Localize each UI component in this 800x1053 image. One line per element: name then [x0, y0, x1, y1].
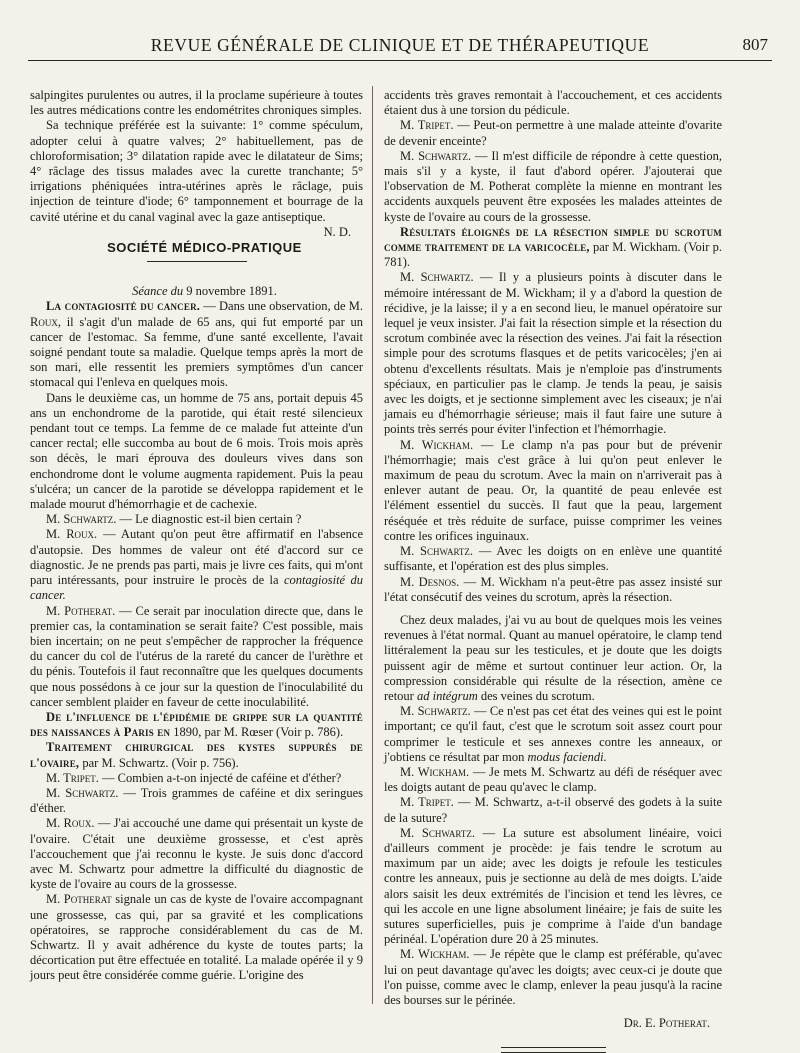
- paragraph: [384, 225, 722, 271]
- text: — Le diagnostic est-il bien certain ?: [116, 512, 302, 527]
- paragraph: [384, 704, 722, 765]
- text: — Dans une observation, de M.: [200, 299, 363, 314]
- paragraph: [384, 765, 722, 795]
- text: des veines du scrotum.: [477, 688, 595, 703]
- speaker-name: M. Potherat: [46, 892, 112, 907]
- page-number: 807: [742, 35, 768, 54]
- paragraph: [30, 740, 363, 770]
- text: — Peut-on permettre à une malade atteinte d'ovarite de devenir enceinte?: [384, 118, 723, 148]
- paragraph: [384, 575, 722, 605]
- paragraph: [384, 438, 722, 544]
- italic-text: modus faciendi.: [527, 749, 607, 764]
- speaker-name: M. Schwartz.: [400, 148, 472, 163]
- italic-text: contagiosité du cancer.: [30, 573, 363, 603]
- topic-title: La contagiosité du cancer.: [46, 299, 201, 314]
- paragraph: [30, 892, 363, 983]
- paragraph: [384, 149, 722, 225]
- paragraph: accidents très graves remontait à l'accouchement, et ces accidents étaient dus à une torsion du pédicule.: [384, 88, 722, 118]
- initials-signature: N. D.: [323, 224, 351, 239]
- text: — Je répète que le clamp est préférable, qu'avec lui on peut davantage qu'avec les doigts; avec ceux-ci je doute que l'on puisse, comme avec le clamp, enlever la peau jusqu'à la racine des bourses sur le périnée.: [384, 947, 722, 1007]
- column-divider: [372, 86, 373, 1004]
- text: — Trois grammes de caféine et dix seringues d'éther.: [30, 785, 363, 816]
- topic-title: De l'influence de l'épidémie de grippe sur la quantité des naissances à Paris en: [30, 709, 363, 740]
- paragraph: [384, 795, 722, 825]
- spacer: [384, 1008, 722, 1016]
- paragraph: [384, 947, 722, 1008]
- speaker-name: M. Roux.: [46, 527, 98, 542]
- paragraph: [384, 613, 722, 704]
- speaker-name: M. Wickham.: [400, 437, 474, 452]
- paragraph: [30, 816, 363, 892]
- text: Chez deux malades, j'ai vu au bout de quelques mois les veines revenues à l'état normal. Quant au manuel opératoire, le clamp tend littéralement la peau sur les testicules, et je doute que les doigts puissent agir de même et surtout continuer leur action. Or, la compression considérable qui résulte de la résection, amène ce retour: [384, 612, 722, 703]
- speaker-name: Roux: [30, 314, 58, 329]
- speaker-name: M. Wickham.: [400, 947, 470, 962]
- text: — Il m'est difficile de répondre à cette question, mais s'il y a kyste, il faut d'abord opérer. J'ajouterai que l'observation de M. Potherat complète la mienne en montrant les accidents auxquels peuvent être exposées les malades atteintes de kyste de l'ovaire au cours de la grossesse.: [384, 148, 722, 224]
- speaker-name: M. Roux.: [46, 816, 95, 831]
- speaker-name: M. Potherat.: [46, 603, 116, 618]
- session-date: [30, 284, 363, 299]
- text: , il s'agit d'un malade de 65 ans, qui fut emporté par un cancer de l'estomac. Sa femme, d'une santé excellente, l'avait soigné pendant toute sa maladie. Quelque temps après la mort de son mari, elle ressentit les premiers symptômes d'un cancer stomacal qui l'enleva en quelques mois.: [30, 314, 363, 390]
- text: par M. Schwartz. (Voir p. 756).: [79, 755, 239, 770]
- text: — Ce n'est pas cet état des veines qui est le point important; ce qu'il faut, c'est que le scrotum soit assez court pour comprimer le testicule et ses annexes contre les anneaux, or j'obtiens ce résultat par mon: [384, 704, 722, 764]
- paragraph: [30, 771, 363, 786]
- author-signature: Dr. E. Potherat.: [623, 1016, 710, 1031]
- text: 1890, par M. Rœser (Voir p. 786).: [170, 725, 344, 740]
- text: signale un cas de kyste de l'ovaire accompagnant une grossesse, cas qui, par sa gravité et les complications opératoires, se rapproche considérablement du cas de M. Schwartz. Il y avait adhérence du kyste de toutes parts; la décortication put être effectuée en totalité. La malade opérée il y 9 jours peut être considérée comme guérie. L'origine des: [30, 892, 363, 983]
- text: — Le clamp n'a pas pour but de prévenir l'hémorrhagie; mais c'est grâce à lui qu'on peut enlever le maximum de peau du scrotum. Avec la main on n'arriverait pas à enlever autant de peau. Or, la quantité de peau enlevée est l'élément essentiel du succès. Il faut que la peau, largement réséquée et très réduite de surface, puisse comprimer les veines contre les orifices inguinaux.: [384, 437, 722, 543]
- text: — Autant qu'on peut être affirmatif en l'absence d'autopsie. Des hommes de valeur ont été d'accord sur ce diagnostic. Je ne prends pas parti, mais je livre ces faits, qui m'ont paru intéressants, pour instruire le procès de la: [30, 527, 363, 588]
- running-header: [28, 30, 772, 61]
- section-heading: SOCIÉTÉ MÉDICO-PRATIQUE: [107, 240, 302, 256]
- text: — Avec les doigts on en enlève une quantité suffisante, et l'opération est des plus simples.: [384, 544, 722, 574]
- paragraph: [384, 826, 722, 948]
- paragraph: [30, 299, 363, 390]
- paragraph: Sa technique préférée est la suivante: 1° comme spéculum, adopter celui à quatre valves; 2° habituellement, pas de chloroformisation; 3° dilatation rapide avec le dilatateur de Sims; 4° râclage des tissus malades avec la curette tranchante; 5° irrigations phéniquées intra-utérines après le râclage, puis injection de teinture d'iode; 6° tamponnement et bourrage de la cavité utérine et du canal vaginal avec la gaze antiseptique.: [30, 118, 363, 224]
- text: — Il y a plusieurs points à discuter dans le mémoire intéressant de M. Wickham; il y a d'abord la question de récidive, je la laisse; il y a en second lieu, le manuel opératoire sur lequel je veux insister. J'ai fait la résection simple et la résection du scrotum combinée avec la résection des veines. J'ai fait la résection simple pour des scrotums flasques et de petits varicocèles; j'en ai obtenu d'excellents résultats. Mais je n'emploie pas d'instruments spéciaux, en particulier pas le clamp. Je tends la peau, je saisis avec les doigts, et je sectionne simplement avec les ciseaux; je n'ai jamais eu d'hémorrhagie sérieuse; mais il faut faire une suture à points très serrés pour éviter l'infection et l'hémorrhagie.: [384, 270, 722, 437]
- speaker-name: M. Wickham.: [400, 764, 470, 779]
- paragraph: [30, 710, 363, 740]
- paragraph: [30, 786, 363, 816]
- right-column: [384, 88, 722, 1053]
- text: par M. Wickham. (Voir p. 781).: [384, 240, 722, 270]
- paragraph: [384, 544, 722, 574]
- text: — M. Wickham n'a peut-être pas assez insisté sur l'état consécutif des veines du scrotum, après la résection.: [384, 574, 722, 604]
- speaker-name: M. Tripet.: [46, 770, 99, 785]
- speaker-name: M. Schwartz.: [400, 704, 471, 719]
- speaker-name: M. Schwartz.: [400, 270, 474, 285]
- topic-title: Résultats éloignés de la résection simple du scrotum comme traitement de la varicocèle,: [384, 224, 722, 255]
- journal-title: REVUE GÉNÉRALE DE CLINIQUE ET DE THÉRAPEUTIQUE: [150, 35, 650, 55]
- spacer: [384, 605, 722, 613]
- speaker-name: M. Tripet.: [400, 795, 454, 810]
- heading-rule: [147, 261, 247, 262]
- paragraph: [384, 118, 722, 148]
- session-date-value: 9 novembre 1891.: [186, 284, 277, 299]
- text: — Combien a-t-on injecté de caféine et d'éther?: [98, 770, 342, 785]
- paragraph: [30, 512, 363, 527]
- speaker-name: M. Schwartz.: [400, 544, 474, 559]
- italic-text: ad intégrum: [416, 688, 478, 703]
- speaker-name: M. Tripet.: [400, 118, 454, 133]
- paragraph: [30, 604, 363, 710]
- paragraph: [384, 270, 722, 437]
- left-column: [30, 88, 363, 984]
- topic-title: Traitement chirurgical des kystes suppurés de l'ovaire,: [30, 740, 363, 770]
- text: — Ce serait par inoculation directe que, dans le premier cas, la contamination se serait faite? C'est possible, mais bien incertain; on ne peut s'empêcher de rapprocher la fréquence du cancer du col de l'utérus de la rareté du cancer de l'urèthre et du pénis. Toutefois il faut reconnaître que les quelques documents que nous possédons à ce jour sur la question de l'inoculabilité du cancer semblent plaider en faveur de cette inoculabilité.: [30, 603, 363, 709]
- session-prefix: Séance du: [132, 284, 187, 299]
- text: — M. Schwartz, a-t-il observé des godets à la suite de la suture?: [384, 795, 722, 825]
- speaker-name: M. Schwartz.: [400, 825, 475, 840]
- text: — La suture est absolument linéaire, voici d'ailleurs comment je procède: je fais tendre le scrotum au maximum par un aide; avec les doigts je refoule les testicules contre les anneaux, puis je sectionne au delà de mes doigts. L'aide alors saisit les deux extrémités de l'incision et tend les lèvres, ce qui les accole en une ligne absolument linéaire; je fais de suite les sutures superficielles, puis je comprime à l'aide d'un bandage périnéal. L'opération dure 20 à 25 minutes.: [384, 825, 722, 947]
- speaker-name: M. Schwartz.: [46, 512, 117, 527]
- paragraph: [30, 527, 363, 603]
- speaker-name: M. Schwartz.: [46, 785, 119, 800]
- paragraph: salpingites purulentes ou autres, il la proclame supérieure à toutes les autres médications contre les endométrites chroniques simples.: [30, 88, 363, 118]
- paragraph: Dans le deuxième cas, un homme de 75 ans, portait depuis 45 ans un enchondrome de la parotide, qui était resté silencieux pendant tout ce temps. La femme de ce malade fut atteinte d'un cancer rectal; elle succomba au bout de 6 mois. Trois mois après son décès, le mari éprouva des douleurs vives dans son enchondrome dont le volume augmenta rapidement. Puis la peau s'ulcéra; un cancer de la parotide se développa rapidement et le malade mourut d'hémorrhagie et de cachexie.: [30, 390, 363, 512]
- text: — Je mets M. Schwartz au défi de réséquer avec les doigts autant de peau qu'avec le clamp.: [384, 764, 722, 795]
- speaker-name: M. Desnos.: [400, 574, 460, 589]
- text: — J'ai accouché une dame qui présentait un kyste de l'ovaire. C'était une deuxième grossesse, et c'est après l'accouchement que j'ai reconnu le kyste. Je suis donc d'accord avec M. Schwartz pour admettre la difficulté du diagnostic de kyste de l'ovaire au cours de la grossesse.: [30, 816, 364, 892]
- end-rule: [501, 1047, 606, 1053]
